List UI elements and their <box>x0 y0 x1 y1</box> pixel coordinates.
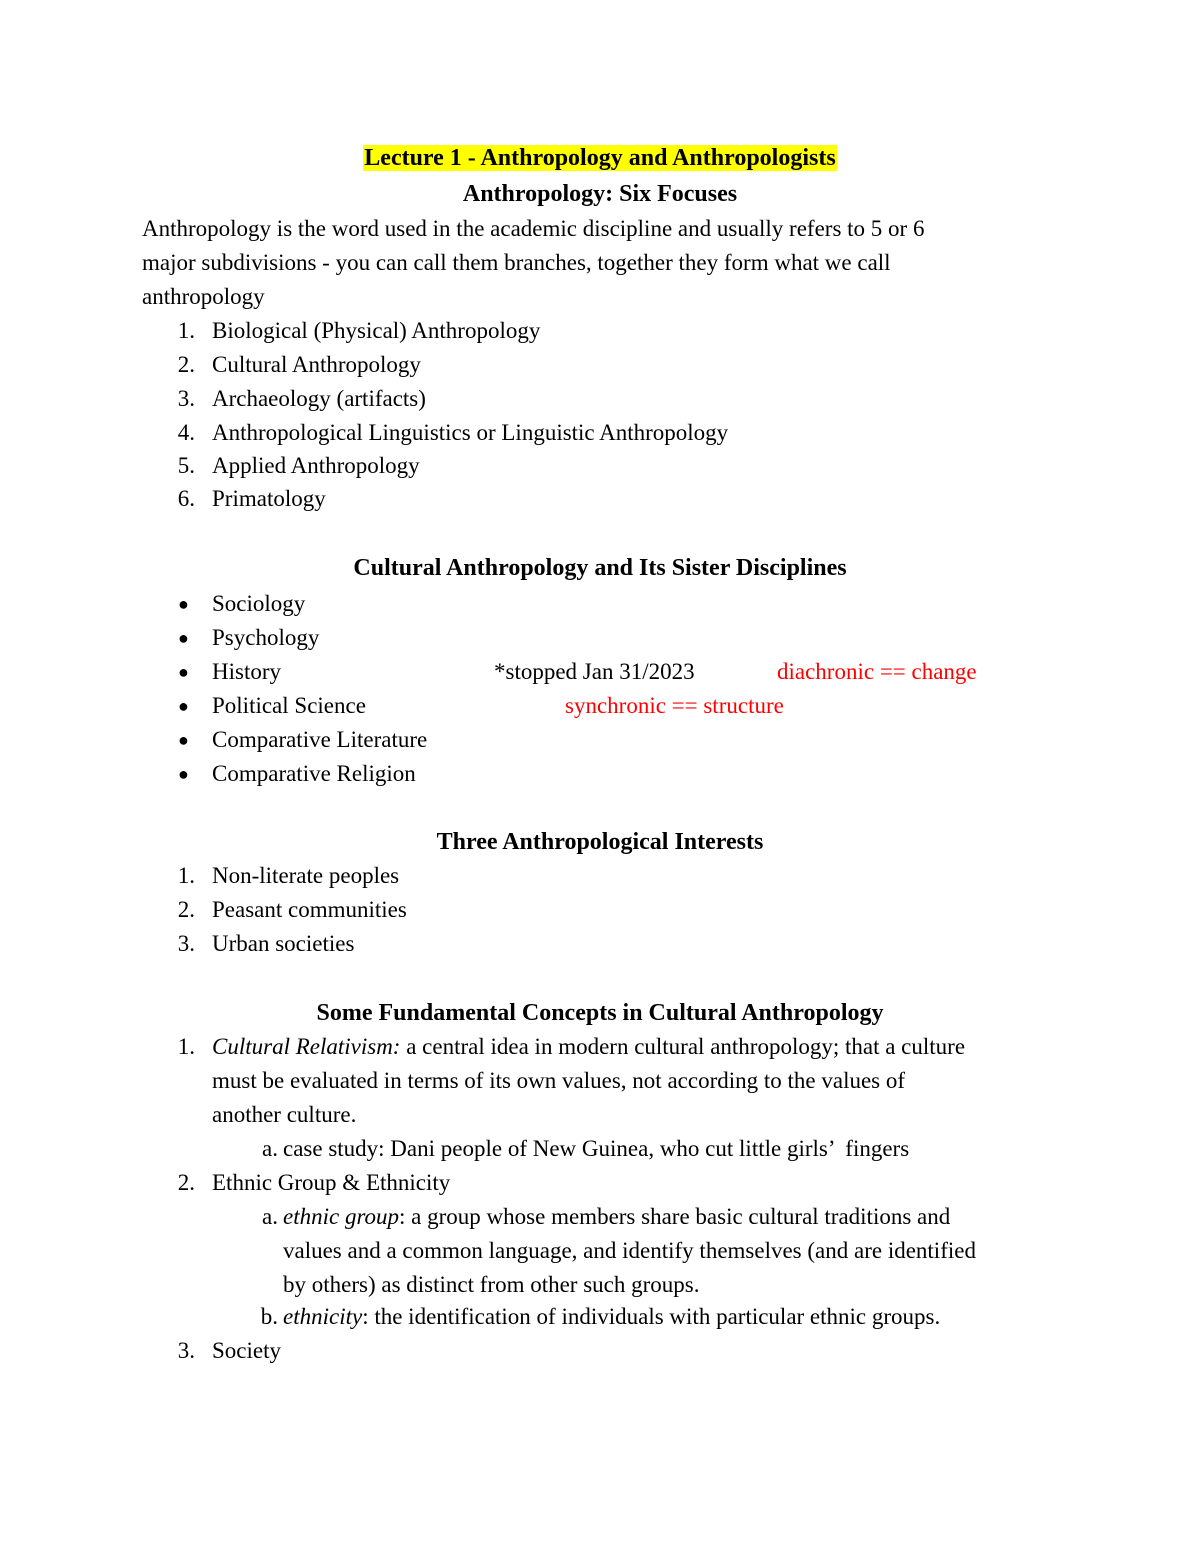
bullet-icon: ● <box>178 764 189 784</box>
list-number: 2. <box>177 897 195 922</box>
list-item: Anthropological Linguistics or Linguistic Anthropology <box>212 420 729 445</box>
list-item: Society <box>212 1338 281 1363</box>
sublist-letter: b. <box>260 1304 278 1329</box>
bullet-icon: ● <box>178 628 189 648</box>
ethnicity-line <box>283 1300 940 1334</box>
title-line <box>0 141 1200 175</box>
list-number: 3. <box>177 386 195 411</box>
list-item: Biological (Physical) Anthropology <box>212 318 541 343</box>
bullet-icon: ● <box>178 594 189 614</box>
list-item: Comparative Literature <box>212 727 428 752</box>
list-number: 1. <box>177 318 195 343</box>
section1-intro-line-3: anthropology <box>142 284 265 309</box>
bullet-icon: ● <box>178 730 189 750</box>
section4-heading: Some Fundamental Concepts in Cultural Anthropology <box>316 1000 884 1026</box>
list-item: Ethnic Group & Ethnicity <box>212 1170 451 1195</box>
bullet-icon: ● <box>178 696 189 716</box>
section1-intro-line-1: Anthropology is the word used in the academic discipline and usually refers to 5 or 6 <box>142 216 925 241</box>
list-item: Applied Anthropology <box>212 453 420 478</box>
ethnic-group-line-1 <box>283 1200 950 1234</box>
diachronic-note: diachronic == change <box>777 659 977 684</box>
section1-heading: Anthropology: Six Focuses <box>462 181 738 207</box>
section1-intro-line-2: major subdivisions - you can call them branches, together they form what we call <box>142 250 891 275</box>
list-number: 6. <box>177 486 195 511</box>
sublist-letter: a. <box>262 1204 278 1229</box>
list-item: Psychology <box>212 625 320 650</box>
list-number: 3. <box>177 1338 195 1363</box>
list-item: Comparative Religion <box>212 761 416 786</box>
bullet-icon: ● <box>178 662 189 682</box>
definition-text: : the identification of individuals with particular ethnic groups. <box>362 1304 941 1329</box>
cultural-relativism-line-1 <box>212 1030 965 1064</box>
stopped-note: *stopped Jan 31/2023 <box>494 659 695 684</box>
definition-text: a central idea in modern cultural anthropology; that a culture <box>400 1034 966 1059</box>
list-number: 1. <box>177 1034 195 1059</box>
cultural-relativism-line-3: another culture. <box>212 1102 357 1127</box>
section3-heading: Three Anthropological Interests <box>436 829 764 855</box>
list-item: Sociology <box>212 591 306 616</box>
list-number: 2. <box>177 1170 195 1195</box>
page-title: Lecture 1 - Anthropology and Anthropologists <box>364 145 836 171</box>
sublist-letter: a. <box>262 1136 278 1161</box>
case-study-text: case study: Dani people of New Guinea, who cut little girls’ fingers <box>283 1136 910 1161</box>
list-number: 4. <box>177 420 195 445</box>
list-item: Political Science <box>212 693 366 718</box>
list-number: 5. <box>177 453 195 478</box>
list-number: 1. <box>177 863 195 888</box>
list-number: 3. <box>177 931 195 956</box>
list-item: Archaeology (artifacts) <box>212 386 426 411</box>
list-item: Primatology <box>212 486 326 511</box>
term-ethnicity: ethnicity <box>283 1304 363 1329</box>
cultural-relativism-line-2: must be evaluated in terms of its own values, not according to the values of <box>212 1068 906 1093</box>
list-item: History <box>212 659 281 684</box>
definition-text: : a group whose members share basic cultural traditions and <box>399 1204 951 1229</box>
list-number: 2. <box>177 352 195 377</box>
term-cultural-relativism: Cultural Relativism: <box>212 1034 401 1059</box>
synchronic-note: synchronic == structure <box>565 693 784 718</box>
section2-heading: Cultural Anthropology and Its Sister Disciplines <box>353 555 847 581</box>
list-item: Cultural Anthropology <box>212 352 421 377</box>
list-item: Peasant communities <box>212 897 407 922</box>
list-item: Urban societies <box>212 931 355 956</box>
list-item: Non-literate peoples <box>212 863 400 888</box>
ethnic-group-line-2: values and a common language, and identify themselves (and are identified <box>283 1238 976 1263</box>
term-ethnic-group: ethnic group <box>283 1204 400 1229</box>
ethnic-group-line-3: by others) as distinct from other such groups. <box>283 1272 700 1297</box>
